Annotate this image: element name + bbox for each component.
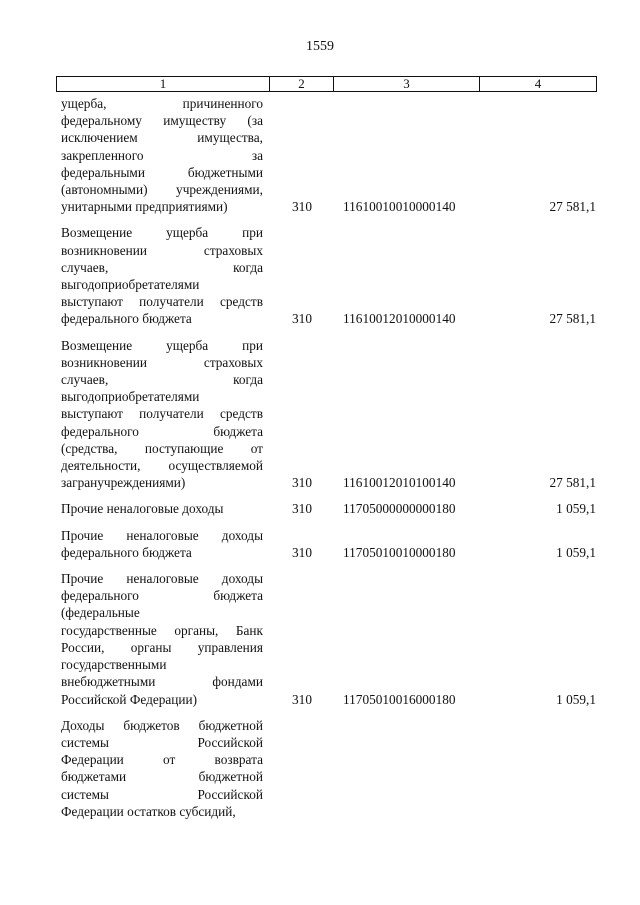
description-line: выступают получатели средств xyxy=(61,406,263,422)
row-amount: 1 059,1 xyxy=(556,544,596,560)
description-line: (автономными) учреждениями, xyxy=(61,182,263,198)
description-line: исключением имущества, xyxy=(61,130,263,146)
row-description xyxy=(61,224,263,327)
description-line: выгодоприобретателями xyxy=(61,277,200,293)
description-line: федерального бюджета xyxy=(61,423,263,439)
description-line: федерального бюджета xyxy=(61,588,263,604)
description-line: государственными xyxy=(61,657,167,673)
description-line: России, органы управления xyxy=(61,639,263,655)
description-line: государственные органы, Банк xyxy=(61,622,263,638)
description-line: бюджетами бюджетной xyxy=(61,769,263,785)
description-line: Возмещение ущерба при xyxy=(61,337,263,353)
description-line: (средства, поступающие от xyxy=(61,440,263,456)
table-row xyxy=(61,570,596,708)
budget-rows xyxy=(61,95,596,829)
row-amount: 27 581,1 xyxy=(549,311,596,327)
description-line: Прочие неналоговые доходы xyxy=(61,501,224,517)
description-line: Возмещение ущерба при xyxy=(61,225,263,241)
row-description xyxy=(61,717,263,820)
row-budget-code: 11705010016000180 xyxy=(343,691,456,707)
column-header-table xyxy=(56,76,597,92)
description-line: (федеральные xyxy=(61,605,140,621)
description-line: ущерба, причиненного xyxy=(61,96,263,111)
column-header-1: 1 xyxy=(57,77,270,92)
row-description xyxy=(61,337,263,492)
table-row xyxy=(61,717,596,820)
description-line: системы Российской xyxy=(61,734,263,750)
description-line: выгодоприобретателями xyxy=(61,389,200,405)
row-amount: 1 059,1 xyxy=(556,691,596,707)
description-line: Федерации от возврата xyxy=(61,752,263,768)
row-admin-code: 310 xyxy=(292,311,312,327)
table-row xyxy=(61,500,596,517)
page-number: 1559 xyxy=(306,39,334,54)
row-budget-code: 11610010010000140 xyxy=(343,199,456,215)
description-line: Прочие неналоговые доходы xyxy=(61,571,263,587)
row-budget-code: 11610012010000140 xyxy=(343,311,456,327)
column-header-4: 4 xyxy=(480,77,597,92)
row-budget-code: 11705000000000180 xyxy=(343,501,456,517)
table-row xyxy=(61,224,596,327)
description-line: возникновении страховых xyxy=(61,242,263,258)
description-line: выступают получатели средств xyxy=(61,294,263,310)
row-amount: 1 059,1 xyxy=(556,501,596,517)
row-budget-code: 11610012010100140 xyxy=(343,475,456,491)
table-row xyxy=(61,95,596,215)
row-admin-code: 310 xyxy=(292,544,312,560)
row-description xyxy=(61,95,263,215)
description-line: федерального бюджета xyxy=(61,544,192,560)
column-header-2: 2 xyxy=(270,77,334,92)
row-description xyxy=(61,527,263,561)
description-line: Российской Федерации) xyxy=(61,691,198,707)
description-line: федерального бюджета xyxy=(61,311,192,327)
description-line: федеральному имуществу (за xyxy=(61,113,263,129)
description-line: случаев, когда xyxy=(61,372,263,388)
row-amount: 27 581,1 xyxy=(549,475,596,491)
row-admin-code: 310 xyxy=(292,475,312,491)
description-line: унитарными предприятиями) xyxy=(61,199,228,215)
row-description xyxy=(61,570,263,708)
row-budget-code: 11705010010000180 xyxy=(343,544,456,560)
row-admin-code: 310 xyxy=(292,501,312,517)
description-line: деятельности, осуществляемой xyxy=(61,458,263,474)
description-line: внебюджетными фондами xyxy=(61,674,263,690)
row-description xyxy=(61,500,263,517)
description-line: Прочие неналоговые доходы xyxy=(61,527,263,543)
table-row xyxy=(61,527,596,561)
description-line: закрепленного за xyxy=(61,147,263,163)
description-line: загранучреждениями) xyxy=(61,475,186,491)
description-line: случаев, когда xyxy=(61,259,263,275)
column-header-3: 3 xyxy=(334,77,480,92)
description-line: системы Российской xyxy=(61,786,263,802)
table-row xyxy=(61,337,596,492)
row-admin-code: 310 xyxy=(292,199,312,215)
description-line: Федерации остатков субсидий, xyxy=(61,803,236,819)
description-line: федеральными бюджетными xyxy=(61,164,263,180)
row-admin-code: 310 xyxy=(292,691,312,707)
row-amount: 27 581,1 xyxy=(549,199,596,215)
description-line: возникновении страховых xyxy=(61,354,263,370)
description-line: Доходы бюджетов бюджетной xyxy=(61,717,263,733)
